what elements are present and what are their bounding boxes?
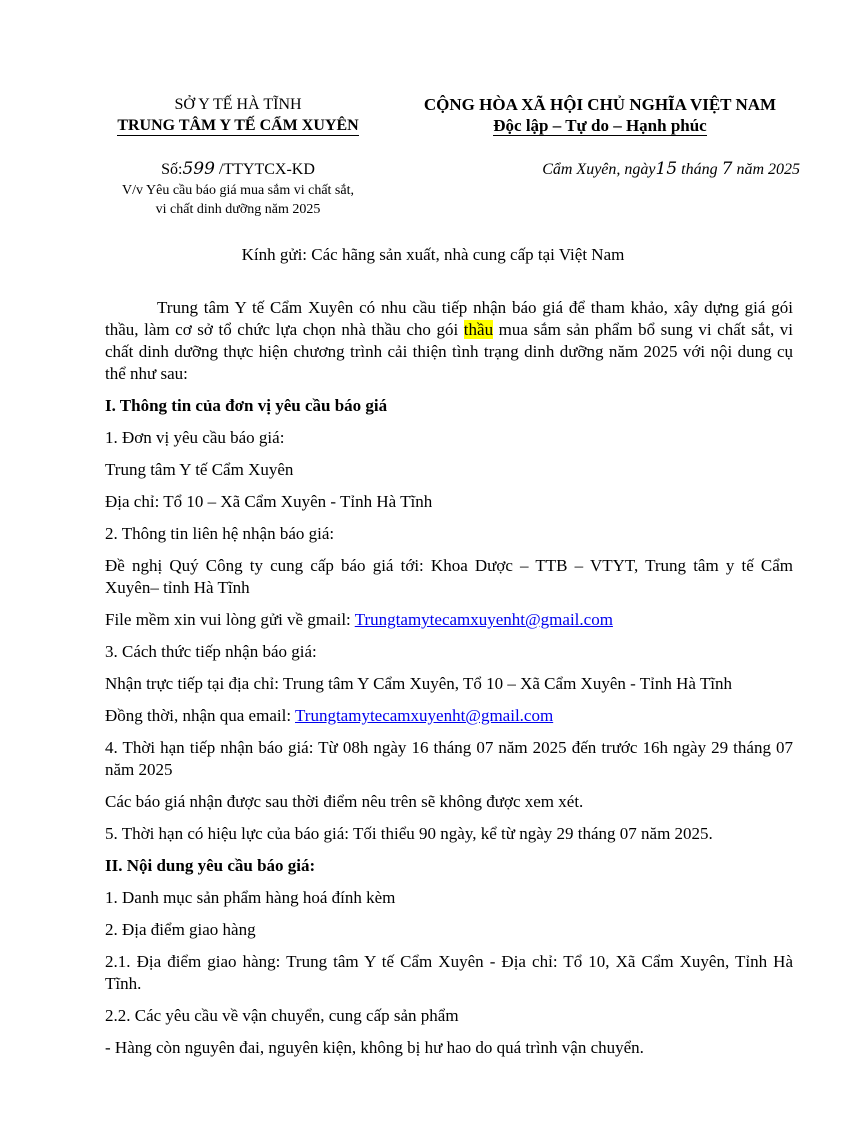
section-2-item-2-1: 2.1. Địa điểm giao hàng: Trung tâm Y tế Cẩm Xuyên - Địa chỉ: Tổ 10, Xã Cẩm Xuyên, Tỉnh Hà Tĩnh. <box>105 952 793 993</box>
section-1-item-4: 4. Thời hạn tiếp nhận báo giá: Từ 08h ngày 16 tháng 07 năm 2025 đến trước 16h ngày 29 tháng 07 năm 2025 <box>105 738 793 779</box>
country-name: CỘNG HÒA XÃ HỘI CHỦ NGHĨA VIỆT NAM <box>423 95 777 114</box>
issuer-name: TRUNG TÂM Y TẾ CẨM XUYÊN <box>117 117 359 134</box>
section-1-heading: I. Thông tin của đơn vị yêu cầu báo giá <box>105 396 388 415</box>
document-subject: V/v Yêu cầu báo giá mua sắm vi chất sắt, vi chất dinh dưỡng năm 2025 <box>122 183 354 217</box>
intro-paragraph: Trung tâm Y tế Cẩm Xuyên có nhu cầu tiếp nhận báo giá để tham khảo, xây dựng giá gói thầu, làm cơ sở tổ chức lựa chọn nhà thầu cho gói thầu mua sắm sản phẩm bổ sung vi chất sắt, vi chất dinh dưỡng thực hiện chương trình cải thiện tình trạng dinh dưỡng năm 2025 với nội dung cụ thể như sau: <box>105 298 794 383</box>
email-link-2[interactable]: Trungtamytecamxuyenht@gmail.com <box>295 706 554 725</box>
section-2-item-2-2: 2.2. Các yêu cầu về vận chuyển, cung cấp sản phẩm <box>105 1006 459 1025</box>
section-1-item-2: 2. Thông tin liên hệ nhận báo giá: <box>105 524 335 543</box>
document-number: Số:599 /TTYTCX-KD <box>161 159 315 179</box>
contact-paragraph: Đề nghị Quý Công ty cung cấp báo giá tới: Khoa Dược – TTB – VTYT, Trung tâm y tế Cẩm Xuyên– tỉnh Hà Tĩnh <box>105 556 793 597</box>
document-date: Cẩm Xuyên, ngày15 tháng 7 năm 2025 <box>542 159 800 179</box>
issuer-block <box>92 94 384 136</box>
section-2-heading: II. Nội dung yêu cầu báo giá: <box>105 856 316 875</box>
date-month: 7 <box>721 159 733 179</box>
section-1-item-3: 3. Cách thức tiếp nhận báo giá: <box>105 642 317 661</box>
section-1-item-1: 1. Đơn vị yêu cầu báo giá: <box>105 428 285 447</box>
recipient-line: Kính gửi: Các hãng sản xuất, nhà cung cấp tại Việt Nam <box>241 245 625 264</box>
date-day: 15 <box>655 159 678 179</box>
document-body <box>105 297 793 1059</box>
unit-name: Trung tâm Y tế Cẩm Xuyên <box>105 460 294 479</box>
unit-address: Địa chỉ: Tổ 10 – Xã Cẩm Xuyên - Tỉnh Hà Tĩnh <box>105 492 433 511</box>
email-link[interactable]: Trungtamytecamxuyenht@gmail.com <box>354 610 613 629</box>
section-1-item-5: 5. Thời hạn có hiệu lực của báo giá: Tối thiểu 90 ngày, kể từ ngày 29 tháng 07 năm 2025. <box>105 824 713 843</box>
issuer-parent: SỞ Y TẾ HÀ TĨNH <box>174 96 302 113</box>
direct-delivery-paragraph: Nhận trực tiếp tại địa chỉ: Trung tâm Y Cẩm Xuyên, Tổ 10 – Xã Cẩm Xuyên - Tỉnh Hà Tĩnh <box>105 674 732 693</box>
file-email-line: File mềm xin vui lòng gửi về gmail: Trungtamytecamxuyenht@gmail.com <box>105 610 613 629</box>
section-2-item-2: 2. Địa điểm giao hàng <box>105 920 256 939</box>
email-receive-line: Đồng thời, nhận qua email: Trungtamytecamxuyenht@gmail.com <box>105 706 554 725</box>
document-number-value: 599 <box>182 159 215 179</box>
highlighted-word: thầu <box>463 320 494 339</box>
late-note: Các báo giá nhận được sau thời điểm nêu trên sẽ không được xem xét. <box>105 792 584 811</box>
national-header <box>395 94 805 136</box>
section-2-item-1: 1. Danh mục sản phẩm hàng hoá đính kèm <box>105 888 396 907</box>
bullet-item: - Hàng còn nguyên đai, nguyên kiện, không bị hư hao do quá trình vận chuyển. <box>105 1038 644 1057</box>
motto: Độc lập – Tự do – Hạnh phúc <box>493 116 707 135</box>
